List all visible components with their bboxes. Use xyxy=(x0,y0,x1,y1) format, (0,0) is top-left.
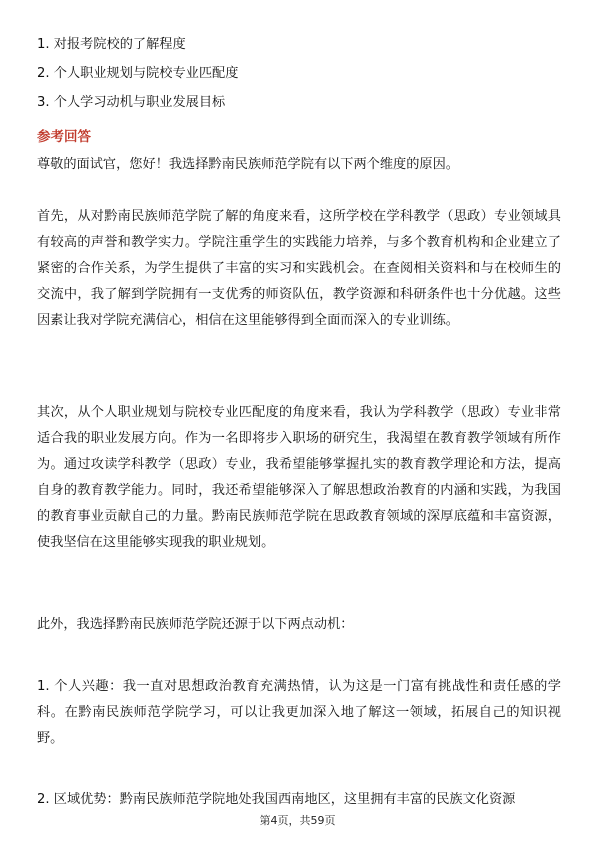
list-item-3: 3. 个人学习动机与职业发展目标 xyxy=(37,95,226,110)
paragraph-second: 其次，从个人职业规划与院校专业匹配度的角度来看，我认为学科教学（思政）专业非常适合我的职业发展方向。作为一名即将步入职场的研究生，我渴望在教育教学领域有所作为。通过攻读学科教学（思政）专业，我希望能够掌握扎实的教育教学理论和方法，提高自身的教育教学能力。同时，我还希望能够深入了解思想政治教育的内涵和实践，为我国的教育事业贡献自己的力量。黔南民族师范学院在思政教育领域的深厚底蕴和丰富资源，使我坚信在这里能够实现我的职业规划。 xyxy=(37,405,561,550)
list-item-1: 1. 对报考院校的了解程度 xyxy=(37,37,186,52)
greeting-paragraph: 尊敬的面试官，您好！我选择黔南民族师范学院有以下两个维度的原因。 xyxy=(37,157,459,172)
paragraph-first: 首先，从对黔南民族师范学院了解的角度来看，这所学校在学科教学（思政）专业领域具有较高的声誉和教学实力。学院注重学生的实践能力培养，与多个教育机构和企业建立了紧密的合作关系，为学生提供了丰富的实习和实践机会。在查阅相关资料和与在校师生的交流中，我了解到学院拥有一支优秀的师资队伍，教学资源和科研条件也十分优越。这些因素让我对学院充满信心，相信在这里能够得到全面而深入的专业训练。 xyxy=(37,209,561,328)
answer-heading: 参考回答 xyxy=(37,129,91,145)
paragraph-region: 2. 区域优势：黔南民族师范学院地处我国西南地区，这里拥有丰富的民族文化资源 xyxy=(37,792,516,807)
paragraph-interest: 1. 个人兴趣：我一直对思想政治教育充满热情，认为这是一门富有挑战性和责任感的学科。在黔南民族师范学院学习，可以让我更加深入地了解这一领域，拓展自己的知识视野。 xyxy=(37,679,561,746)
paragraph-motives-intro: 此外，我选择黔南民族师范学院还源于以下两点动机： xyxy=(37,617,354,632)
page-number-footer: 第4页，共59页 xyxy=(259,814,336,827)
list-item-2: 2. 个人职业规划与院校专业匹配度 xyxy=(37,66,239,81)
